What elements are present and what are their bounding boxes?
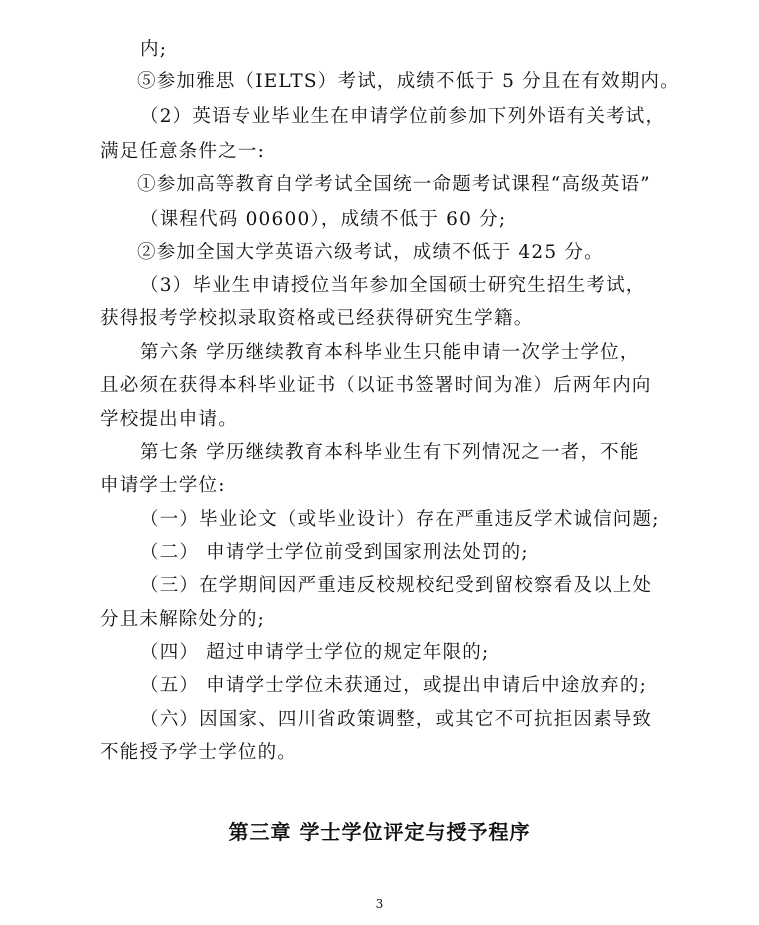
- text-line: 获得报考学校拟录取资格或已经获得研究生学籍。: [100, 308, 534, 329]
- list-item: （三）在学期间因严重违反校规校纪受到留校察看及以上处: [140, 575, 653, 596]
- section-article-6: 第六条 学历继续教育本科毕业生只能申请一次学士学位，: [140, 342, 640, 363]
- text-line: ②参加全国大学英语六级考试，成绩不低于 425 分。: [137, 242, 604, 263]
- list-item: （四） 超过申请学士学位的规定年限的;: [140, 642, 490, 663]
- page-number: 3: [375, 897, 384, 911]
- text-line: 不能授予学士学位的。: [100, 742, 298, 763]
- list-item: （二） 申请学士学位前受到国家刑法处罚的;: [140, 542, 529, 563]
- list-item: （五） 申请学士学位未获通过，或提出申请后中途放弃的;: [140, 675, 648, 696]
- text-line: （课程代码 00600），成绩不低于 60 分;: [140, 209, 507, 230]
- text-line: ⑤参加雅思（IELTS）考试，成绩不低于 5 分且在有效期内。: [137, 71, 680, 92]
- text-line: 学校提出申请。: [100, 409, 238, 430]
- chapter-heading: 第三章 学士学位评定与授予程序: [228, 820, 531, 844]
- text-line: ①参加高等教育自学考试全国统一命题考试课程“高级英语”: [137, 174, 651, 195]
- text-line: 内;: [140, 39, 168, 60]
- text-line: 申请学士学位:: [100, 475, 226, 496]
- list-item: （一）毕业论文（或毕业设计）存在严重违反学术诚信问题;: [140, 509, 660, 530]
- text-line: 分且未解除处分的;: [100, 609, 266, 630]
- text-line: （3）毕业生申请授位当年参加全国硕士研究生招生考试，: [140, 275, 646, 296]
- text-line: 满足任意条件之一:: [100, 141, 266, 162]
- text-line: （2）英语专业毕业生在申请学位前参加下列外语有关考试，: [140, 106, 666, 127]
- text-line: 且必须在获得本科毕业证书（以证书签署时间为准）后两年内向: [100, 375, 652, 396]
- list-item: （六）因国家、四川省政策调整，或其它不可抗拒因素导致: [140, 709, 653, 730]
- section-article-7: 第七条 学历继续教育本科毕业生有下列情况之一者，不能: [140, 442, 640, 463]
